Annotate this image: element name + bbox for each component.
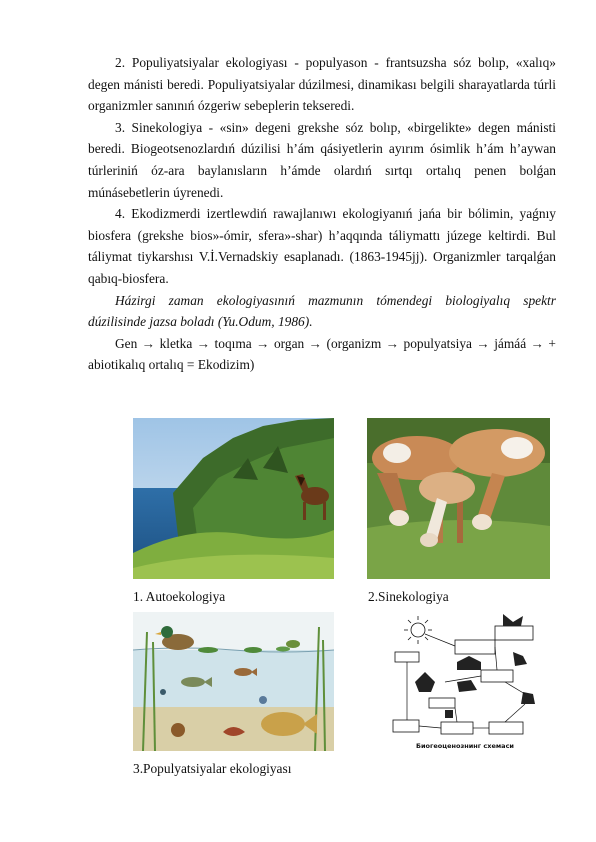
biogeocenosis-diagram xyxy=(385,612,545,752)
paragraph-population-ecology: 2. Populiyatsiyalar ekologiyası - populyason - frantsuzsha sóz bolıp, «xalıq» degen mánisti beredi. Populiyatsiyalar dúzilmesi, dinamikası belgili sharayatlarda túrli organizmler sanınıń ózgeriw sebeplerin tekseredi. xyxy=(88,55,556,114)
synecology-caption: 2.Sinekologiya xyxy=(368,589,449,604)
synecology-photo xyxy=(367,418,550,579)
paragraph-spectrum: Gen → kletka → toqıma → organ → (organizm → populyatsiya → jámáá → + abiotikalıq ortalıq = Ekodizim) xyxy=(88,335,556,373)
pond-illustration xyxy=(133,612,334,751)
autecology-photo xyxy=(133,418,334,579)
paragraph-modern-ecology: Házirgi zaman ekologiyasınıń mazmunın tómendegi biologiyalıq spektr dúzilisinde jazsa boladı (Yu.Odum, 1986). xyxy=(88,292,556,330)
biogeocenosis-scheme xyxy=(385,612,545,752)
autecology-illustration xyxy=(133,418,334,579)
paragraph-synecology: 3. Sinekologiya - «sin» degeni grekshe sóz bolıp, «birgelikte» degen mánisti beredi. Biogeotsenozlardıń dúzilisi h’ám qásiyetlerin ayırım ósimlik h’ám h’aywan túrleriniń óz-ara baylanısların h’ámde olardıń sırtqı ortalıq penen bolǵan múnásebetlerin úyrenedi. xyxy=(88,119,556,200)
autecology-caption: 1. Autoekologiya xyxy=(133,589,226,604)
synecology-illustration xyxy=(367,418,550,579)
population-caption: 3.Populyatsiyalar ekologiyası xyxy=(133,761,292,776)
population-illustration xyxy=(133,612,334,751)
paragraph-biosphere: 4. Ekodizmerdi izertlewdiń rawajlanıwı ekologiyanıń jańa bir bólimin, yaǵnıy biosfera (grekshe bios»-ómir, sfera»-shar) h’aqqında táliymattı júzege keltirdi. Bul táliymat tiykarshısı V.İ.Vernadskiy esaplanadı. (1863-1945jj). Organizmler tarqalǵan qabıq-biosfera. xyxy=(88,206,556,286)
body-text xyxy=(88,52,556,376)
diagram-title: Биогеоценознинг схемаси xyxy=(416,742,514,750)
